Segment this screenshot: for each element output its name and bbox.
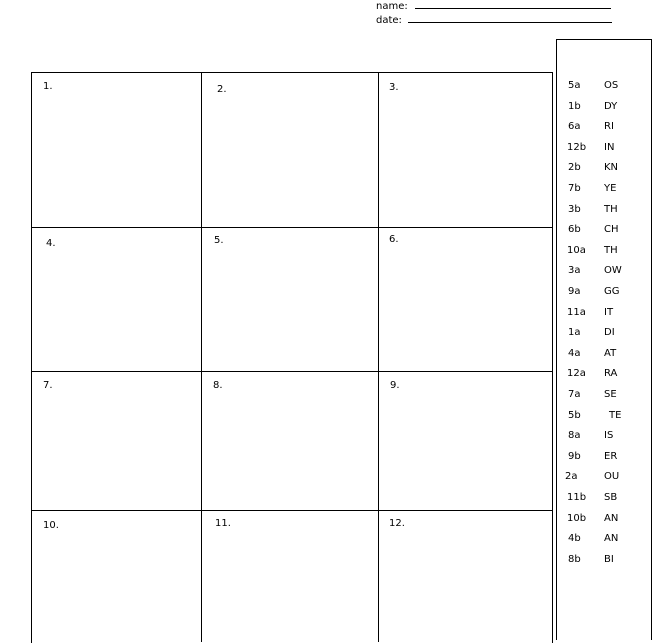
cell-number-9: 9. — [390, 380, 400, 391]
key-letters: OS — [604, 80, 619, 91]
key-letters: GG — [604, 286, 620, 297]
key-letters: YE — [604, 183, 617, 194]
key-ref: 2a — [565, 471, 578, 482]
key-letters: SE — [604, 389, 617, 400]
key-ref: 9b — [568, 451, 581, 462]
cell-number-12: 12. — [389, 518, 405, 529]
key-letters: OU — [604, 471, 620, 482]
key-letters: BI — [604, 554, 614, 565]
key-letters: DI — [604, 327, 615, 338]
cell-number-1: 1. — [43, 81, 53, 92]
cell-number-5: 5. — [214, 235, 224, 246]
key-letters: RI — [604, 121, 614, 132]
key-ref: 4b — [568, 533, 581, 544]
key-letters: SB — [604, 492, 618, 503]
key-ref: 1a — [568, 327, 581, 338]
name-field[interactable] — [376, 0, 611, 13]
key-letters: KN — [604, 162, 619, 173]
key-ref: 11a — [567, 307, 586, 318]
key-letters: AN — [604, 533, 619, 544]
grid-divider — [378, 72, 379, 642]
cell-number-11: 11. — [215, 518, 231, 529]
cell-number-8: 8. — [213, 380, 223, 391]
key-ref: 4a — [568, 348, 581, 359]
key-letters: IS — [604, 430, 614, 441]
key-ref: 9a — [568, 286, 581, 297]
cell-number-6: 6. — [389, 234, 399, 245]
key-ref: 12a — [567, 368, 586, 379]
key-letters: TH — [604, 245, 618, 256]
key-ref: 5a — [568, 80, 581, 91]
date-label: date: — [376, 15, 402, 26]
key-ref: 10a — [567, 245, 586, 256]
key-ref: 10b — [567, 513, 587, 524]
date-underline — [408, 13, 612, 23]
key-ref: 7b — [568, 183, 581, 194]
key-ref: 8b — [568, 554, 581, 565]
key-ref: 11b — [567, 492, 587, 503]
key-ref: 3a — [568, 265, 581, 276]
name-label: name: — [376, 1, 408, 12]
key-letters: OW — [604, 265, 622, 276]
name-underline — [415, 0, 611, 9]
key-ref: 1b — [568, 101, 581, 112]
key-letters: TH — [604, 204, 618, 215]
key-letters: IT — [604, 307, 614, 318]
key-letters: ER — [604, 451, 618, 462]
grid-divider — [201, 72, 202, 642]
grid-divider — [31, 371, 552, 372]
cell-number-10: 10. — [43, 520, 59, 531]
key-letters: CH — [604, 224, 619, 235]
date-field[interactable] — [376, 13, 612, 27]
key-letters: DY — [604, 101, 618, 112]
answer-grid — [31, 72, 553, 643]
key-ref: 5b — [568, 410, 581, 421]
key-ref: 12b — [567, 142, 587, 153]
key-letters: AT — [604, 348, 617, 359]
key-ref: 7a — [568, 389, 581, 400]
key-ref: 6a — [568, 121, 581, 132]
key-letters: RA — [604, 368, 618, 379]
key-ref: 8a — [568, 430, 581, 441]
cell-number-3: 3. — [389, 82, 399, 93]
cell-number-7: 7. — [43, 380, 53, 391]
key-ref: 2b — [568, 162, 581, 173]
key-letters: TE — [609, 410, 622, 421]
grid-divider — [31, 510, 552, 511]
cell-number-4: 4. — [46, 238, 56, 249]
grid-divider — [31, 227, 552, 228]
key-ref: 3b — [568, 204, 581, 215]
key-letters: IN — [604, 142, 615, 153]
key-letters: AN — [604, 513, 619, 524]
cell-number-2: 2. — [217, 84, 227, 95]
key-ref: 6b — [568, 224, 581, 235]
